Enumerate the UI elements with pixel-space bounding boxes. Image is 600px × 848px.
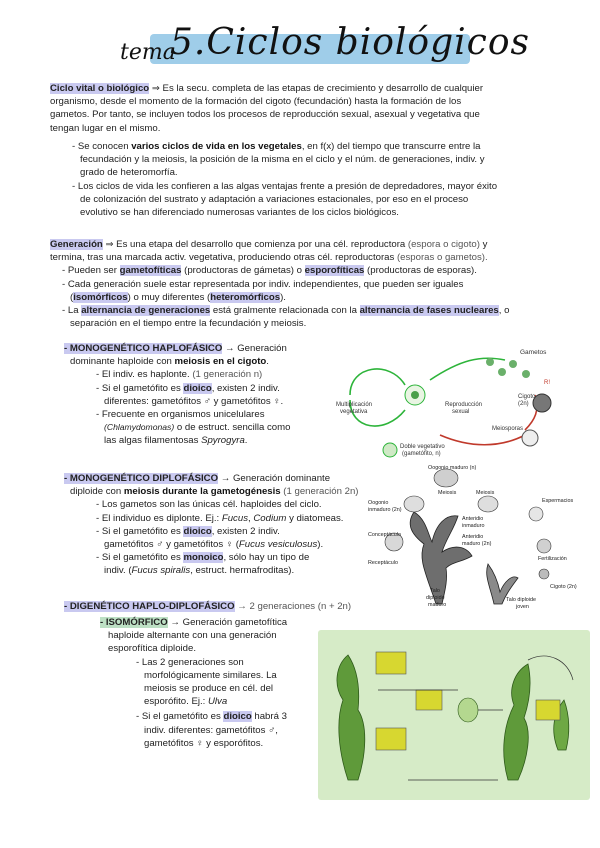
text: o de estruct. sencilla como bbox=[174, 422, 291, 434]
arrow: ⇒ bbox=[151, 83, 160, 94]
text: - El individuo es diplonte. Ej.: bbox=[96, 512, 222, 524]
text-italic: Fucus bbox=[221, 512, 248, 524]
text: - La bbox=[62, 305, 82, 317]
text: haploide alternante con una generación bbox=[108, 630, 277, 642]
label-meiosis: Meiosis bbox=[438, 490, 457, 496]
label-talo-maduro: maduro bbox=[428, 602, 447, 608]
fertilizacion bbox=[537, 539, 551, 553]
text: (espora o cigoto) bbox=[407, 239, 480, 250]
text: - Si el gametófito es bbox=[96, 525, 184, 537]
label-cigoto: Cigoto (2n) bbox=[550, 584, 577, 590]
term-dioico: dioico bbox=[223, 711, 252, 723]
term-generacion: Generación bbox=[50, 239, 103, 250]
text: - Cada generación suele estar representada por indiv. independientes, que pueden ser iguales bbox=[62, 278, 464, 290]
title-main: 5.Ciclos biológicos bbox=[170, 22, 530, 63]
gamete bbox=[486, 358, 494, 366]
cell-panel bbox=[376, 728, 406, 750]
label-talo-diploide: diploide bbox=[426, 595, 445, 601]
heading-digenetico: - DIGENÉTICO HAPLO-DIPLOFÁSICO bbox=[64, 601, 235, 612]
label-oogonio: Oogonio bbox=[368, 500, 389, 506]
text: - Si el gametófito es bbox=[96, 382, 184, 394]
text: tengan lugar en el mismo. bbox=[50, 122, 161, 134]
text: y diatomeas. bbox=[286, 512, 344, 524]
text: → 2 generaciones (n + 2n) bbox=[234, 601, 352, 612]
text: , existen 2 indiv. bbox=[211, 525, 280, 537]
label-espermacios: Espermacios bbox=[542, 498, 574, 504]
label-reproduccion: Reproducción bbox=[445, 402, 483, 408]
text: separación en el tiempo entre la fecundación y meiosis. bbox=[70, 318, 307, 330]
label-anteridio-maduro: maduro (2n) bbox=[462, 541, 492, 547]
text: (productoras de esporas). bbox=[364, 265, 477, 277]
text: ( bbox=[70, 291, 74, 303]
label-talo: Talo bbox=[430, 588, 440, 594]
gamete bbox=[498, 368, 506, 376]
text: . bbox=[266, 356, 269, 368]
label-gametos: Gametos bbox=[520, 349, 547, 356]
section-isomorfico bbox=[100, 616, 320, 750]
text-italic: Fucus spiralis bbox=[131, 565, 191, 577]
heading-isomorfico: - ISOMÓRFICO bbox=[100, 617, 168, 628]
text: - Si el gametófito es bbox=[96, 552, 184, 564]
text: (esporas o gametos). bbox=[396, 252, 488, 264]
page-title bbox=[120, 18, 530, 70]
title-prefix: tema bbox=[120, 40, 176, 65]
list-ciclo-vital bbox=[72, 140, 582, 219]
text: ). bbox=[280, 291, 286, 303]
label-oogonio-maduro: Oogonio maduro (n) bbox=[428, 465, 477, 471]
oogonio-maduro bbox=[434, 469, 458, 487]
text: y bbox=[479, 239, 488, 250]
text: → Generación gametofítica bbox=[167, 617, 288, 628]
text: → Generación bbox=[222, 343, 287, 354]
paragraph-generacion bbox=[50, 238, 585, 330]
ulva-cycle-figure bbox=[318, 630, 590, 800]
text: organismo, desde el momento de la formación del cigoto (fecundación) hasta la formación de los bbox=[50, 96, 462, 108]
text: meiosis se produce en cél. del bbox=[144, 683, 274, 695]
label-anteridio: Anteridio bbox=[462, 516, 484, 522]
label-doble: Doble vegetativo bbox=[400, 444, 445, 450]
term-alternancia-generaciones: alternancia de generaciones bbox=[81, 305, 211, 317]
label-joven: joven bbox=[516, 604, 529, 610]
section-digenetico bbox=[64, 600, 404, 613]
arrow: ⇒ bbox=[105, 239, 114, 250]
text: está gralmente relacionada con la bbox=[210, 305, 360, 317]
text-bold: meiosis durante la gametogénesis bbox=[123, 486, 281, 498]
text: - Si el gametófito es bbox=[136, 711, 224, 723]
cigoto bbox=[539, 569, 549, 579]
label-conceptaculo: Conceptáculo bbox=[368, 532, 401, 538]
label-oogonio-inmaduro: inmaduro (2n) bbox=[368, 507, 402, 513]
label-multiplicacion: Multiplicación bbox=[336, 402, 373, 408]
term-heteromorficos: heteromórficos bbox=[210, 291, 281, 303]
text: - Los gametos son las únicas cél. haploides del ciclo. bbox=[96, 499, 322, 511]
label-talo-joven: Talo diploide bbox=[506, 597, 536, 603]
vegetative-individual bbox=[383, 443, 397, 457]
label-receptaculo: Receptáculo bbox=[368, 560, 398, 566]
ulva-sporophyte bbox=[504, 664, 530, 780]
green-arrow-top bbox=[350, 369, 405, 395]
oogonio-inmaduro bbox=[404, 496, 424, 512]
text: termina, tras una marcada activ. vegetativa, produciendo otras cél. reproductoras bbox=[50, 252, 397, 264]
term-ciclo-vital: Ciclo vital o biológico bbox=[50, 83, 150, 94]
meiospores bbox=[522, 430, 538, 446]
label-cigoto: Cigoto bbox=[518, 394, 536, 400]
term-monoico: monoico bbox=[183, 552, 224, 564]
text: evolutivo se han diferenciado numerosas variantes de los ciclos biológicos. bbox=[80, 207, 399, 219]
heading-mono-haplo: - MONOGENÉTICO HAPLOFÁSICO bbox=[64, 343, 223, 354]
text: (productoras de gámetas) o bbox=[181, 265, 305, 277]
section-mono-haplo bbox=[64, 342, 344, 448]
text: gametófitos ♂ y gametófitos ♀ ( bbox=[104, 539, 239, 551]
anteridio bbox=[478, 496, 498, 512]
text: indiv. diferentes: gametófitos ♂, bbox=[144, 724, 278, 736]
zygote bbox=[533, 394, 551, 412]
text-bold: varios ciclos de vida en los vegetales bbox=[131, 141, 302, 152]
label-fertilizacion: Fertilización bbox=[538, 556, 567, 562]
text-italic: (Chlamydomonas) bbox=[104, 422, 175, 433]
text: indiv. ( bbox=[104, 565, 132, 577]
text: esporófito. Ej.: bbox=[144, 696, 208, 708]
label-meiosis-2: Meiosis bbox=[476, 490, 495, 496]
text: grado de heteromorfía. bbox=[80, 167, 178, 179]
section-mono-diplo bbox=[64, 472, 404, 578]
text: dominante haploide con bbox=[70, 356, 175, 368]
label-cigoto-2n: (2n) bbox=[518, 401, 529, 407]
term-dioico: dioico bbox=[183, 525, 212, 537]
text-italic: Spyrogyra bbox=[201, 435, 245, 447]
label-meiosporas: Meiosporas bbox=[492, 426, 524, 432]
arrow bbox=[528, 656, 573, 680]
text: esporofítica diploide. bbox=[108, 643, 196, 655]
haplofasic-cycle-figure bbox=[330, 340, 570, 460]
ulva-gametophyte-left bbox=[337, 655, 365, 780]
term-alternancia-fases: alternancia de fases nucleares bbox=[359, 305, 499, 317]
text: (1 generación 2n) bbox=[280, 486, 359, 498]
text: - El indiv. es haplonte. bbox=[96, 369, 193, 381]
text: - Las 2 generaciones son bbox=[136, 656, 244, 668]
text-bold: meiosis en el cigoto bbox=[174, 356, 267, 368]
text: las algas filamentosas bbox=[104, 435, 202, 447]
text: , existen 2 indiv. bbox=[211, 382, 280, 394]
text: → Generación dominante bbox=[218, 473, 331, 484]
text: , estruct. hermafroditas). bbox=[190, 565, 295, 577]
cell-panel bbox=[376, 652, 406, 674]
text: ). bbox=[317, 539, 324, 551]
text-italic: Codium bbox=[253, 512, 287, 524]
text: gametos. Por tanto, se incluyen todos los procesos de reproducción sexual, asexual y vegetativa que bbox=[50, 109, 480, 121]
cell-panel bbox=[416, 690, 442, 710]
text-italic: Fucus vesiculosus bbox=[238, 539, 318, 551]
term-gametofiticas: gametofíticas bbox=[119, 265, 182, 277]
cell-nucleus bbox=[411, 391, 419, 399]
fucus-cycle-figure bbox=[366, 464, 588, 610]
zygote bbox=[458, 698, 478, 722]
heading-mono-diplo: - MONOGENÉTICO DIPLOFÁSICO bbox=[64, 473, 219, 484]
text: - Los ciclos de vida les confieren a las algas ventajas frente a presión de depredadores, mayor éxito bbox=[72, 180, 498, 192]
paragraph-ciclo-vital bbox=[50, 82, 580, 135]
label-r: R! bbox=[544, 380, 550, 386]
text: fecundación y la meiosis, la posición de la misma en el ciclo y el núm. de generaciones, indiv. y bbox=[80, 154, 485, 166]
text: , sólo hay un tipo de bbox=[223, 552, 310, 564]
label-gametofito: (gametófito, n) bbox=[402, 451, 441, 457]
text: . bbox=[244, 435, 248, 447]
cell-panel bbox=[536, 700, 560, 720]
label-anteridio-m: Anteridio bbox=[462, 534, 484, 540]
label-vegetativa: vegetativa bbox=[340, 409, 368, 415]
text: ) o muy diferentes ( bbox=[127, 291, 211, 303]
term-esporofiticas: esporofíticas bbox=[304, 265, 365, 277]
text: de colonización del sustrato y adaptación a variaciones estacionales, por eso en el proceso bbox=[80, 193, 469, 205]
label-sexual: sexual bbox=[452, 409, 470, 415]
text: - Pueden ser bbox=[62, 265, 120, 277]
text: , o bbox=[498, 305, 510, 317]
text: , en f(x) del tiempo que transcurre entre la bbox=[301, 141, 481, 152]
text: diferentes: gametófitos ♂ y gametófitos ♀. bbox=[104, 395, 284, 407]
text: , bbox=[248, 512, 254, 524]
gamete bbox=[522, 370, 530, 378]
espermacios bbox=[529, 507, 543, 521]
term-isomorficos: isomórficos bbox=[73, 291, 128, 303]
ulva-cycle-drawing bbox=[318, 630, 590, 800]
text: gametófitos ♀ y esporófitos. bbox=[144, 737, 264, 749]
text: Es la secu. completa de las etapas de crecimiento y desarrollo de cualquier bbox=[159, 83, 484, 94]
text: morfológicamente similares. La bbox=[144, 669, 277, 681]
text: - Frecuente en organismos unicelulares bbox=[96, 409, 265, 421]
term-dioico: dioico bbox=[183, 382, 212, 394]
text: (1 generación n) bbox=[192, 369, 263, 381]
gamete bbox=[509, 360, 517, 368]
text: Es una etapa del desarrollo que comienza por una cél. reproductora bbox=[113, 239, 408, 250]
red-arrow-spores bbox=[440, 435, 525, 445]
text-italic: Ulva bbox=[208, 696, 228, 708]
label-anteridio-inmaduro: inmaduro bbox=[462, 523, 485, 529]
text: habrá 3 bbox=[251, 711, 287, 723]
text: diploide con bbox=[70, 486, 124, 498]
text: - Se conocen bbox=[72, 141, 132, 152]
